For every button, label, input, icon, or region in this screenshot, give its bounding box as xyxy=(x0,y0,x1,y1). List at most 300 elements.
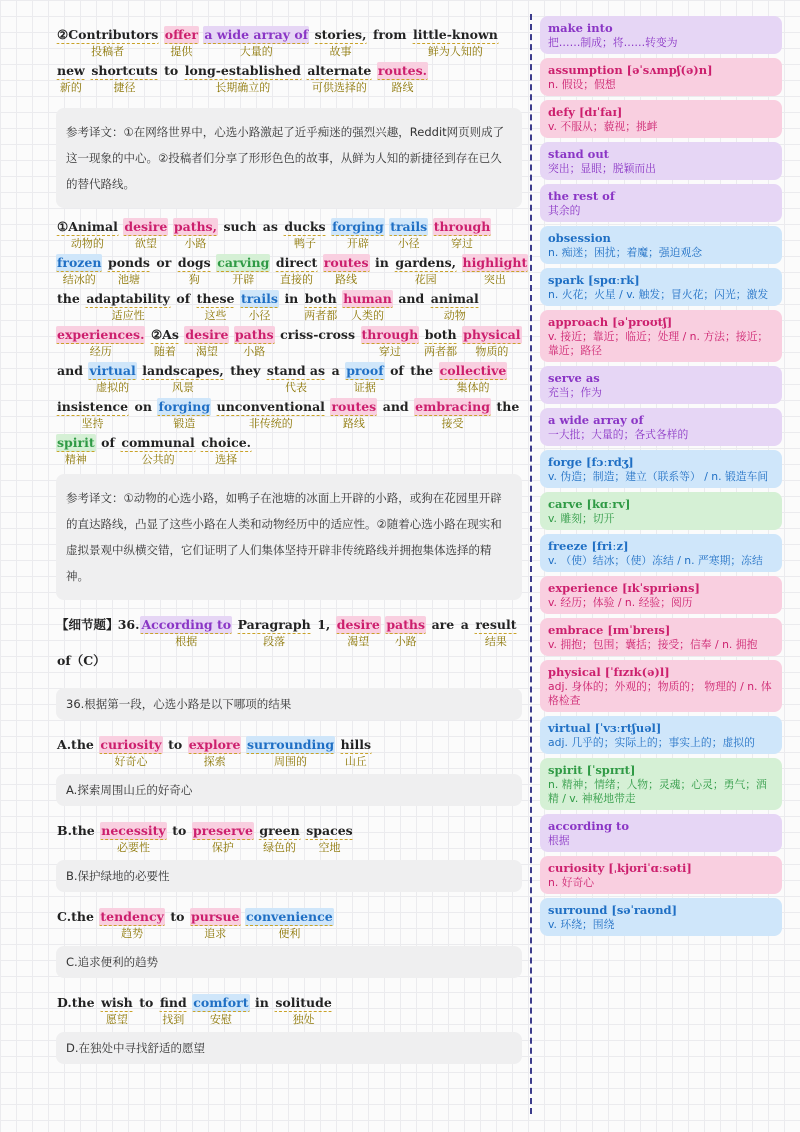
annotated-word xyxy=(107,254,151,287)
annotated-word xyxy=(342,290,393,323)
english-word: in xyxy=(284,291,299,306)
english-word: a xyxy=(460,617,469,632)
chinese-gloss: 可供选择的 xyxy=(311,81,367,94)
annotated-word xyxy=(184,326,229,359)
chinese-gloss: 代表 xyxy=(284,381,307,394)
annotated-word xyxy=(188,736,242,769)
question-translation: 36.根据第一段，心选小路是以下哪项的结果 xyxy=(56,688,522,720)
annotated-word xyxy=(100,822,166,855)
chinese-gloss: 人类的 xyxy=(351,309,385,322)
annotated-word xyxy=(305,822,353,855)
highlighted-word: through xyxy=(433,219,491,234)
annotated-word xyxy=(331,218,385,251)
chinese-gloss: 根据 xyxy=(175,635,198,648)
annotated-word xyxy=(159,994,188,1027)
chinese-gloss: 新的 xyxy=(59,81,82,94)
vocab-definition: v. 不服从；藐视；挑衅 xyxy=(548,120,658,133)
english-word: are xyxy=(431,617,455,632)
highlighted-word: embracing xyxy=(415,399,490,414)
vocab-definition: v. 雕刻；切开 xyxy=(548,512,615,525)
english-word: they xyxy=(230,363,261,378)
annotated-word xyxy=(56,218,119,251)
english-word: new xyxy=(57,63,85,78)
chinese-gloss: 周围的 xyxy=(274,755,308,768)
answer-option-b[interactable] xyxy=(56,822,522,858)
paragraph-line xyxy=(56,326,522,362)
english-word: on xyxy=(134,399,152,414)
english-word: animal xyxy=(430,291,479,306)
option-translation: A.探索周围山丘的好奇心 xyxy=(56,774,522,806)
vocab-card xyxy=(540,184,782,222)
annotated-word xyxy=(385,616,426,649)
annotated-word xyxy=(462,254,529,287)
annotated-word xyxy=(190,908,241,941)
annotated-word xyxy=(184,62,302,95)
highlighted-word: desire xyxy=(124,219,168,234)
vocab-word: serve as xyxy=(548,371,600,385)
chinese-gloss: 小径 xyxy=(248,309,271,322)
english-word: ①Animal xyxy=(57,219,118,234)
chinese-gloss: 欲望 xyxy=(134,237,157,250)
annotated-word xyxy=(237,616,312,649)
vocab-card xyxy=(540,618,782,656)
annotated-word xyxy=(171,822,187,839)
annotated-word xyxy=(173,218,218,251)
annotated-word xyxy=(377,62,428,95)
annotated-word xyxy=(56,398,129,431)
english-word: both xyxy=(304,291,337,306)
english-word: to xyxy=(139,995,154,1010)
chinese-gloss: 池塘 xyxy=(117,273,140,286)
chinese-gloss: 段落 xyxy=(263,635,286,648)
vocab-card xyxy=(540,408,782,446)
annotated-word xyxy=(345,362,384,395)
annotated-word xyxy=(56,362,84,379)
annotated-word xyxy=(169,908,185,925)
chinese-gloss: 开辟 xyxy=(232,273,255,286)
chinese-gloss: 小径 xyxy=(397,237,420,250)
highlighted-word: forging xyxy=(158,399,211,414)
chinese-gloss: 小路 xyxy=(184,237,207,250)
annotated-word xyxy=(56,26,159,59)
english-word: green xyxy=(259,823,300,838)
english-word: stories, xyxy=(314,27,367,42)
annotated-word xyxy=(88,362,136,395)
annotated-word xyxy=(394,254,457,287)
chinese-gloss: 公共的 xyxy=(141,453,175,466)
english-word: 1, xyxy=(317,617,331,632)
english-word: long-established xyxy=(184,63,301,78)
annotated-word xyxy=(258,822,300,855)
vocab-card xyxy=(540,576,782,614)
vocab-word: forge [fɔːrdʒ] xyxy=(548,455,634,469)
chinese-gloss: 追求 xyxy=(204,927,227,940)
vocab-card xyxy=(540,142,782,180)
english-word: or xyxy=(156,255,172,270)
vocab-definition: 把……制成；将……转变为 xyxy=(548,36,678,49)
annotated-word xyxy=(254,994,270,1011)
vocab-word: assumption [əˈsʌmpʃ(ə)n] xyxy=(548,63,713,77)
annotated-word xyxy=(462,326,521,359)
chinese-gloss: 穿过 xyxy=(378,345,401,358)
vocab-card xyxy=(540,716,782,754)
chinese-gloss: 愿望 xyxy=(105,1013,128,1026)
vocab-word: carve [kɑːrv] xyxy=(548,497,631,511)
vocab-card xyxy=(540,450,782,488)
vocab-word: stand out xyxy=(548,147,609,161)
vocab-word: obsession xyxy=(548,231,611,245)
chinese-gloss: 锻造 xyxy=(173,417,196,430)
annotated-word xyxy=(245,908,334,941)
english-word: adaptability xyxy=(86,291,170,306)
annotated-word xyxy=(431,616,456,633)
vocab-word: spirit [ˈspɪrɪt] xyxy=(548,763,636,777)
highlighted-word: experiences. xyxy=(57,327,145,342)
vocab-definition: 突出；显眼；脱颖而出 xyxy=(548,162,656,175)
annotated-word xyxy=(192,822,254,855)
vocab-definition: n. 痴迷；困扰；着魔；强迫观念 xyxy=(548,246,703,259)
vocab-card xyxy=(540,100,782,138)
highlighted-word: trails xyxy=(240,291,278,306)
vocab-word: make into xyxy=(548,21,613,35)
chinese-gloss: 趋势 xyxy=(121,927,144,940)
answer-option-d[interactable] xyxy=(56,994,522,1030)
annotated-word xyxy=(120,434,195,467)
chinese-gloss: 探索 xyxy=(203,755,226,768)
english-word: as xyxy=(262,219,278,234)
chinese-gloss: 小路 xyxy=(243,345,266,358)
answer-option-a[interactable] xyxy=(56,736,522,772)
annotated-word xyxy=(100,434,116,451)
highlighted-word: desire xyxy=(185,327,229,342)
highlighted-word: collective xyxy=(439,363,507,378)
annotated-word xyxy=(177,254,212,287)
english-word: A.the xyxy=(57,737,94,752)
english-word: choice. xyxy=(201,435,251,450)
annotated-word xyxy=(155,254,172,271)
annotated-word xyxy=(163,62,179,79)
annotated-word xyxy=(316,616,331,633)
annotated-word xyxy=(323,254,370,287)
vocab-word: virtual [ˈvɜːrtʃuəl] xyxy=(548,721,662,735)
annotated-word xyxy=(474,616,517,649)
english-word: ducks xyxy=(284,219,326,234)
vocab-card xyxy=(540,534,782,572)
paragraph-line xyxy=(56,218,522,254)
chinese-gloss: 结果 xyxy=(484,635,507,648)
annotated-word xyxy=(414,398,491,431)
chinese-gloss: 鲜为人知的 xyxy=(427,45,483,58)
vocab-definition: v. 拥抱；包围；囊括；接受；信奉 / n. 拥抱 xyxy=(548,638,758,651)
annotated-word xyxy=(203,26,309,59)
annotated-word xyxy=(56,254,102,287)
chinese-gloss: 渴望 xyxy=(195,345,218,358)
chinese-gloss: 捷径 xyxy=(113,81,136,94)
annotated-word xyxy=(240,290,279,323)
annotated-word xyxy=(196,290,236,323)
english-word: the xyxy=(57,291,80,306)
annotated-word xyxy=(330,398,377,431)
english-word: a xyxy=(331,363,340,378)
english-word: and xyxy=(57,363,83,378)
annotated-word xyxy=(123,218,168,251)
paragraph-3 xyxy=(56,218,528,470)
annotated-word xyxy=(275,254,318,287)
english-word: to xyxy=(164,63,179,78)
chinese-gloss: 好奇心 xyxy=(114,755,148,768)
english-word: ②As xyxy=(150,327,179,342)
highlighted-word: paths, xyxy=(173,219,217,234)
english-word: these xyxy=(196,291,235,306)
highlighted-word: preserve xyxy=(192,823,253,838)
vocab-card xyxy=(540,366,782,404)
chinese-gloss: 结冰的 xyxy=(62,273,96,286)
annotated-word xyxy=(56,62,86,95)
english-word: unconventional xyxy=(216,399,325,414)
annotated-word xyxy=(283,290,299,307)
chinese-gloss: 动物的 xyxy=(70,237,104,250)
annotated-word xyxy=(234,326,275,359)
highlighted-word: offer xyxy=(164,27,198,42)
english-word: 36. xyxy=(117,617,140,632)
annotated-word xyxy=(100,994,134,1027)
highlighted-word: paths xyxy=(234,327,274,342)
chinese-gloss: 渴望 xyxy=(347,635,370,648)
english-word: such xyxy=(223,219,257,234)
annotated-word xyxy=(117,616,141,633)
english-word: to xyxy=(172,823,187,838)
option-translation: C.追求便利的趋势 xyxy=(56,946,522,978)
annotated-word xyxy=(460,616,470,633)
annotated-word xyxy=(56,908,95,925)
annotated-word xyxy=(141,362,225,395)
highlighted-word: desire xyxy=(336,617,380,632)
annotated-word xyxy=(389,218,428,251)
english-word: the xyxy=(410,363,434,378)
annotated-word xyxy=(304,290,338,323)
vocab-card xyxy=(540,898,782,936)
annotated-word xyxy=(274,994,332,1027)
vocab-card xyxy=(540,16,782,54)
annotated-word xyxy=(266,362,326,395)
vocab-word: according to xyxy=(548,819,629,833)
highlighted-word: According to xyxy=(141,617,232,632)
annotated-word xyxy=(430,290,480,323)
highlighted-word: surrounding xyxy=(246,737,335,752)
highlighted-word: highlight xyxy=(462,255,528,270)
paragraph-line xyxy=(56,254,528,290)
vocab-card xyxy=(540,856,782,894)
annotated-word xyxy=(279,326,356,343)
annotated-word xyxy=(56,822,96,839)
english-word: criss-cross xyxy=(280,327,355,342)
vocab-definition: v. 经历；体验 / n. 经验；阅历 xyxy=(548,596,693,609)
chinese-gloss: 证据 xyxy=(353,381,376,394)
chinese-gloss: 开辟 xyxy=(346,237,369,250)
vocab-definition: 其余的 xyxy=(548,204,581,217)
vocabulary-sidebar xyxy=(540,16,782,940)
chinese-gloss: 安慰 xyxy=(209,1013,232,1026)
column-divider xyxy=(530,14,532,1114)
english-word: Paragraph xyxy=(237,617,311,632)
annotated-word xyxy=(361,326,420,359)
vocab-definition: adj. 几乎的；实际上的；事实上的；虚拟的 xyxy=(548,736,755,749)
english-word: wish xyxy=(101,995,133,1010)
english-word: to xyxy=(170,909,185,924)
chinese-gloss: 虚拟的 xyxy=(96,381,130,394)
chinese-gloss: 故事 xyxy=(329,45,352,58)
english-word: insistence xyxy=(57,399,129,414)
annotated-word xyxy=(56,326,145,359)
annotated-word xyxy=(216,398,326,431)
highlighted-word: routes xyxy=(323,255,369,270)
paragraph-line xyxy=(56,26,522,62)
annotated-word xyxy=(157,398,211,431)
vocab-card xyxy=(540,226,782,264)
chinese-gloss: 必要性 xyxy=(116,841,150,854)
highlighted-word: proof xyxy=(346,363,384,378)
chinese-gloss: 接受 xyxy=(441,417,464,430)
chinese-gloss: 两者都 xyxy=(424,345,458,358)
paragraph-line xyxy=(56,398,522,434)
highlighted-word: through xyxy=(361,327,419,342)
english-word: little-known xyxy=(412,27,498,42)
vocab-definition: n. 精神；情绪；人物；灵魂；心灵；勇气；酒精 / v. 神秘地带走 xyxy=(548,778,767,805)
highlighted-word: forging xyxy=(332,219,384,234)
chinese-gloss: 适应性 xyxy=(111,309,145,322)
chinese-gloss: 这些 xyxy=(204,309,227,322)
vocab-definition: 充当；作为 xyxy=(548,386,602,399)
question-type-tag: 【细节题】 xyxy=(56,617,119,632)
annotated-word xyxy=(340,736,372,769)
question-block xyxy=(56,616,522,1064)
answer-options xyxy=(56,736,522,1064)
paragraph-2-translation: 参考译文：①在网络世界中，心选小路激起了近乎痴迷的强烈兴趣，Reddit网页则成了这一现象的中心。②投稿者们分享了形形色色的故事，从鲜为人知的新捷径到存在已久的替代路线。 xyxy=(56,108,522,208)
vocab-definition: v. 环绕；围绕 xyxy=(548,918,615,931)
paragraph-line xyxy=(56,290,522,326)
vocab-card xyxy=(540,310,782,362)
annotated-word xyxy=(409,362,434,379)
english-word: C.the xyxy=(57,909,94,924)
option-translation: D.在独处中寻找舒适的愿望 xyxy=(56,1032,522,1064)
chinese-gloss: 保护 xyxy=(211,841,234,854)
vocab-definition: v. 伪造；制造；建立（联系等） / n. 锻造车间 xyxy=(548,470,769,483)
annotated-word xyxy=(424,326,458,359)
chinese-gloss: 路线 xyxy=(335,273,358,286)
chinese-gloss: 物质的 xyxy=(475,345,509,358)
highlighted-word: comfort xyxy=(193,995,249,1010)
vocab-word: physical [ˈfɪzɪk(ə)l] xyxy=(548,665,670,679)
annotated-word xyxy=(397,290,425,307)
english-word: solitude xyxy=(275,995,332,1010)
chinese-gloss: 狗 xyxy=(188,273,200,286)
annotated-word xyxy=(140,616,232,649)
highlighted-word: convenience xyxy=(246,909,333,924)
annotated-word xyxy=(90,62,158,95)
english-word: D.the xyxy=(57,995,95,1010)
vocab-word: embrace [ɪmˈbreɪs] xyxy=(548,623,671,637)
chinese-gloss: 鸭子 xyxy=(293,237,316,250)
chinese-gloss: 便利 xyxy=(278,927,301,940)
annotated-word xyxy=(56,434,96,467)
annotated-word xyxy=(246,736,335,769)
chinese-gloss: 非传统的 xyxy=(248,417,293,430)
chinese-gloss: 突出 xyxy=(483,273,506,286)
english-word: landscapes, xyxy=(142,363,224,378)
vocab-definition: n. 好奇心 xyxy=(548,876,595,889)
annotated-word xyxy=(433,218,492,251)
chinese-gloss: 坚持 xyxy=(81,417,104,430)
english-word: ②Contributors xyxy=(57,27,159,42)
english-word: dogs xyxy=(177,255,211,270)
annotated-word xyxy=(306,62,372,95)
annotated-word xyxy=(56,994,96,1011)
highlighted-word: physical xyxy=(463,327,521,342)
english-word: of xyxy=(101,435,115,450)
highlighted-word: carving xyxy=(217,255,270,270)
vocab-word: spark [spɑːrk] xyxy=(548,273,640,287)
chinese-gloss: 精神 xyxy=(64,453,87,466)
vocab-card xyxy=(540,492,782,530)
annotated-word xyxy=(99,736,162,769)
highlighted-word: virtual xyxy=(89,363,136,378)
chinese-gloss: 选择 xyxy=(215,453,238,466)
chinese-gloss: 直接的 xyxy=(280,273,314,286)
annotated-word xyxy=(192,994,249,1027)
chinese-gloss: 经历 xyxy=(89,345,112,358)
english-word: in xyxy=(375,255,389,270)
vocab-word: defy [dɪˈfaɪ] xyxy=(548,105,623,119)
answer-option-c[interactable] xyxy=(56,908,522,944)
chinese-gloss: 花园 xyxy=(414,273,437,286)
english-word: alternate xyxy=(307,63,372,78)
english-word: result xyxy=(475,617,517,632)
highlighted-word: paths xyxy=(386,617,426,632)
english-word: of xyxy=(176,291,191,306)
highlighted-word: trails xyxy=(390,219,428,234)
highlighted-word: spirit xyxy=(57,435,95,450)
annotated-word xyxy=(175,290,191,307)
annotated-word xyxy=(374,254,390,271)
english-word: direct xyxy=(275,255,318,270)
highlighted-word: a wide array of xyxy=(204,27,309,42)
highlighted-word: frozen xyxy=(57,255,102,270)
chinese-gloss: 提供 xyxy=(170,45,193,58)
english-word: spaces xyxy=(306,823,353,838)
chinese-gloss: 投稿者 xyxy=(91,45,125,58)
vocab-definition: 根据 xyxy=(548,834,570,847)
vocab-word: freeze [friːz] xyxy=(548,539,629,553)
english-word: of xyxy=(390,363,404,378)
question-stem xyxy=(56,616,522,652)
highlighted-word: routes. xyxy=(377,63,428,78)
paragraph-2 xyxy=(56,26,522,98)
vocab-word: experience [ɪkˈspɪriəns] xyxy=(548,581,700,595)
annotated-word xyxy=(216,254,270,287)
annotated-word xyxy=(56,290,81,307)
annotated-word xyxy=(314,26,368,59)
annotated-word xyxy=(167,736,183,753)
vocab-definition: n. 假设；假想 xyxy=(548,78,616,91)
english-word: to xyxy=(168,737,183,752)
annotated-word xyxy=(262,218,279,235)
option-translation: B.保护绿地的必要性 xyxy=(56,860,522,892)
highlighted-word: necessity xyxy=(101,823,166,838)
annotated-word xyxy=(331,362,341,379)
vocab-word: curiosity [ˌkjʊriˈɑːsəti] xyxy=(548,861,692,875)
highlighted-word: tendency xyxy=(100,909,164,924)
question-stem-ending: of（C） xyxy=(57,653,106,668)
